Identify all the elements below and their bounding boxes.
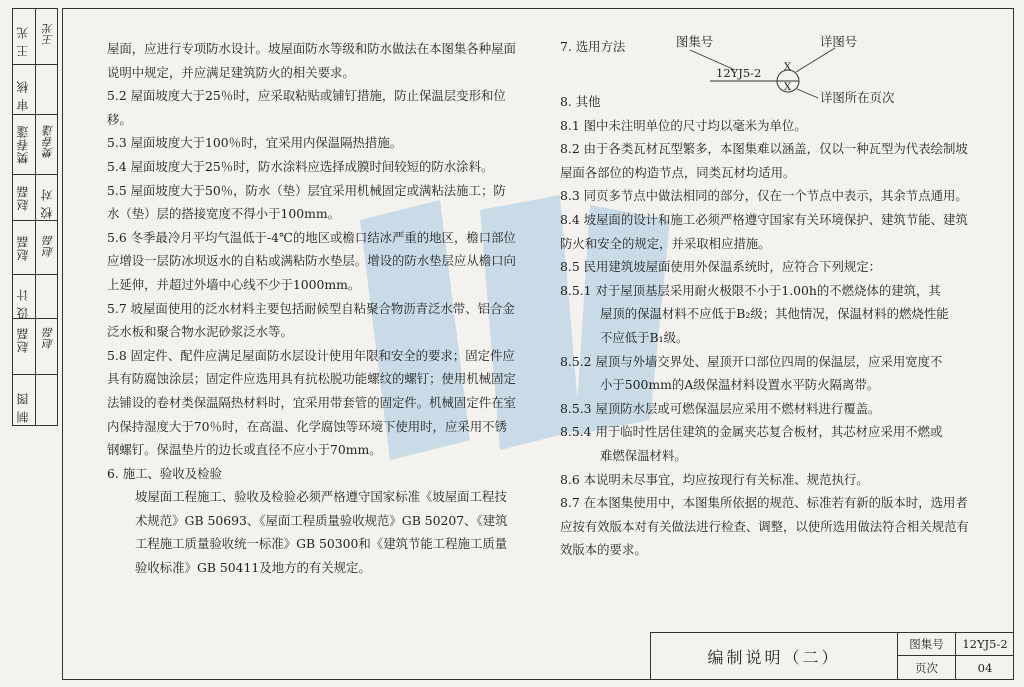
atlas-number-label: 图集号: [898, 633, 956, 656]
sheet-title: 编制说明（二）: [651, 633, 898, 679]
design-label: 设计: [16, 283, 30, 319]
design-signature: 赵磊: [42, 327, 55, 349]
clause-8-5-4: 8.5.4 用于临时性居住建筑的金属夹芯复合板材，其芯材应采用不燃或: [560, 424, 943, 440]
clause-5-5: 5.5 屋面坡度大于50％，防水（垫）层宜采用机械固定或满粘法施工；防水（垫）层的搭接宽度不得小于100mm。: [107, 182, 506, 222]
clause-8-5-2: 8.5.2 屋顶与外墙交界处、屋顶开口部位四周的保温层，应采用宽度不: [560, 353, 943, 369]
clause-8-5-3: 8.5.3 屋顶防水层或可燃保温层应采用不燃材料进行覆盖。: [560, 400, 881, 416]
clause-5-7: 5.7 坡屋面使用的泛水材料主要包括耐候型自粘聚合物沥青泛水带、铝合金泛水板和聚合物水泥砂浆泛水等。: [107, 300, 515, 340]
design-name-top: 赵磊: [16, 235, 30, 261]
check-label: 校对: [40, 183, 54, 219]
clause-8-6: 8.6 本说明未尽事宜，均应按现行有关标准、规范执行。: [560, 471, 869, 487]
ref-x-bottom: X: [784, 82, 792, 93]
draw-label: 制图: [16, 387, 30, 423]
section-6-heading: 6. 施工、验收及检验: [107, 465, 222, 481]
audit-name: 樊春蓬: [16, 125, 30, 164]
strip-top-label: 王光: [16, 21, 30, 57]
clause-8-5-1-line2: 屋顶的保温材料不应低于B₂级；其他情况，保温材料的燃烧性能: [600, 306, 949, 322]
atlas-number-value: 12YJ5-2: [956, 633, 1014, 656]
page-number-label: 页次: [898, 656, 956, 679]
clause-5-2: 5.2 屋面坡度大于25％时，应采取粘贴或铺钉措施，防止保温层变形和位移。: [107, 88, 506, 127]
design-name: 赵磊: [16, 327, 30, 353]
ref-code: 12YJ5-2: [716, 66, 762, 80]
page-number-value: 04: [977, 660, 993, 675]
ref-atlas-label: 图集号: [676, 34, 714, 49]
clause-8-1: 8.1 图中未注明单位的尺寸均以毫米为单位。: [560, 117, 807, 133]
clause-8-5-1-line3: 不应低于B₁级。: [600, 329, 689, 345]
check-signature: 赵磊: [42, 235, 55, 257]
title-block: [650, 632, 1014, 680]
audit-label: 审核: [16, 75, 30, 111]
clause-8-5-2-line2: 小于500mm的A级保温材料设置水平防火隔离带。: [600, 377, 880, 393]
clause-5-3: 5.3 屋面坡度大于100％时，宜采用内保温隔热措施。: [107, 135, 403, 151]
ref-page-label: 详图所在页次: [820, 90, 895, 105]
approval-strip: [12, 8, 58, 426]
clause-8-2: 8.2 由于各类瓦材瓦型繁多，本图集难以涵盖，仅以一种瓦型为代表绘制坡屋面各部位的构造节点，同类瓦材均适用。: [560, 141, 968, 180]
left-column: [107, 37, 517, 580]
clause-8-5-4-line2: 难燃保温材料。: [600, 447, 687, 463]
section-6-body: 坡屋面工程施工、验收及检验必须严格遵守国家标准《坡屋面工程技术规范》GB 50693、《屋面工程质量验收规范》GB 50207、《建筑工程施工质量验收统一标准》GB 50300和《建筑节能工程施工质量验收标准》GB 50411及地方的有关规定。: [135, 489, 508, 576]
clause-5-6: 5.6 冬季最冷月平均气温低于-4℃的地区或檐口结冰严重的地区，檐口部位应增设一层防冰坝返水的自粘或满粘防水垫层。增设的防水垫层应从檐口向上延伸，并超过外墙中心线不少于1000mm。: [107, 229, 516, 292]
clause-5-8: 5.8 固定件、配件应满足屋面防水层设计使用年限和安全的要求；固定件应具有防腐蚀涂层；固定件应选用具有抗松脱功能螺纹的螺钉；使用机械固定法铺设的卷材类保温隔热材料时，宜采用带套管的固定件。机械固定件在室内保持湿度大于70％时，在高温、化学腐蚀等环境下使用时，应采用不锈钢螺钉。保温垫片的边长或直径不应小于70mm。: [107, 347, 516, 458]
ref-x-top: X: [784, 62, 792, 73]
section-7-heading: 7. 选用方法: [560, 39, 626, 54]
clause-8-7: 8.7 在本图集使用中，本图集所依据的规范、标准若有新的版本时，选用者应按有效版本对有关做法进行检查、调整，以使所选用做法符合相关规范有效版本的要求。: [560, 495, 969, 558]
clause-8-5-1: 8.5.1 对于屋顶基层采用耐火极限不小于1.00h的不燃烧体的建筑，其: [560, 282, 941, 298]
section-8-heading: 8. 其他: [560, 94, 601, 109]
signature-top: 王光: [42, 23, 55, 45]
clause-8-4: 8.4 坡屋面的设计和施工必须严格遵守国家有关环境保护、建筑节能、建筑防火和安全的规定，并采取相应措施。: [560, 211, 968, 251]
right-column: [560, 90, 970, 562]
audit-signature: 樊春蓬: [42, 125, 55, 158]
clause-8-5: 8.5 民用建筑坡屋面使用外保温系统时，应符合下列规定：: [560, 259, 882, 275]
clause-8-3: 8.3 同页多节点中做法相同的部分，仅在一个节点中表示，其余节点通用。: [560, 188, 968, 204]
paragraph-intro: 屋面，应进行专项防水设计。坡屋面防水等级和防水做法在本图集各种屋面说明中规定，并应满足建筑防火的相关要求。: [107, 41, 516, 80]
clause-5-4: 5.4 屋面坡度大于25％时，防水涂料应选择成膜时间较短的防水涂料。: [107, 158, 494, 174]
ref-detail-label: 详图号: [820, 34, 858, 49]
check-name: 赵磊: [16, 185, 30, 211]
